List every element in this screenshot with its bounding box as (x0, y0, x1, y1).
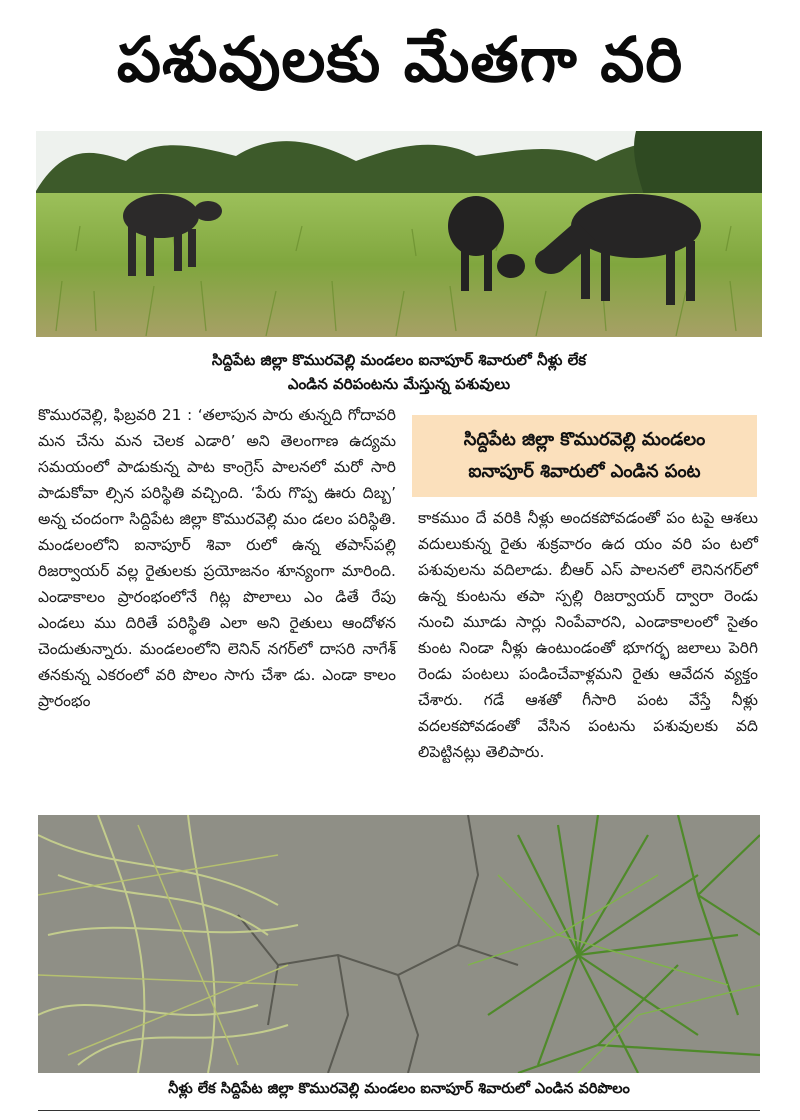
top-photo (36, 131, 762, 337)
bottom-photo-caption: నీళ్లు లేక సిద్దిపేట జిల్లా కొమురవెల్లి మండలం ఐనాపూర్ శివారులో ఎండిన వరిపొలం (168, 1081, 630, 1097)
top-photo-caption (36, 348, 762, 396)
top-caption-line1: సిద్దిపేట జిల్లా కొమురవెల్లి మండలం ఐనాపూర్ శివారులో నీళ్లు లేక (211, 351, 587, 369)
bottom-rule (38, 1110, 760, 1111)
pull-quote-line1: సిద్దిపేట జిల్లా కొమురవెల్లి మండలం (463, 429, 706, 450)
pull-quote-line2: ఐనాపూర్ శివారులో ఎండిన పంట (468, 461, 701, 482)
buffalo-field-image (36, 131, 762, 337)
top-caption-line2: ఎండిన వరిపంటను మేస్తున్న పశువులు (287, 375, 511, 393)
article-right-column: కాకముం దే వరికి నీళ్లు అందకపోవడంతో పం టపై ఆశలు వదులుకున్న రైతు శుక్రవారం ఉద యం వరి పం టలో పశువులను వదిలాడు. బీఆర్ ఎస్ పాలనలో లెనినగర్‌లో ఉన్న కుంటను తపా స్పల్లి రిజర్వాయర్ ద్వారా రెండు నుంచి మూడు సార్లు నింపేవారని, ఎండాకాలంలో సైతం కుంట నిండా నీళ్లు ఉంటుండంతో భూగర్భ జలాలు పెరిగి రెండు పంటలు పండించేవాళ్లమని రైతు ఆవేదన వ్యక్తం చేశారు. గడే ఆశతో గీసారి పంట వేస్తే నీళ్లు వదలకపోవడంతో వేసిన పంటను పశువులకు వది లిపెట్టినట్లు తెలిపారు. (418, 509, 758, 761)
dry-paddy-image (38, 815, 760, 1073)
pull-quote-box (412, 415, 757, 497)
bottom-photo (38, 815, 760, 1073)
article-left-column: కొమురవెల్లి, ఫిబ్రవరి 21 : ‘తలాపున పారు తున్నది గోదావరి మన చేను మన చెలక ఎడారి’ అని తెలంగాణ ఉద్యమ సమయంలో పాడుకున్న పాట కాంగ్రెస్ పాలనలో మరో సారి పాడుకోవా ల్సిన పరిస్థితి వచ్చింది. ‘పేరు గొప్ప ఊరు దిబ్బ’ అన్న చందంగా సిద్దిపేట జిల్లా కొమురవెల్లి మం డలం పరిస్థితి. మండలంలోని ఐనాపూర్ శివా రులో ఉన్న తపాస్‌పల్లి రిజర్వాయర్ వల్ల రైతులకు ప్రయోజనం శూన్యంగా మారింది. ఎండాకాలం ప్రారంభంలోనే గిట్ల పొలాలు ఎం డితే రేపు ఎండలు ము దిరితే పరిస్థితి ఎలా అని రైతులు ఆందోళన చెందుతున్నారు. మండలంలోని లెనిన్ నగర్‌లో దాసరి నాగేశ్ తనకున్న ఎకరంలో వరి పొలం సాగు చేశా డు. ఎండా కాలం ప్రారంభం (38, 406, 396, 710)
headline: పశువులకు మేతగా వరి (116, 23, 684, 96)
